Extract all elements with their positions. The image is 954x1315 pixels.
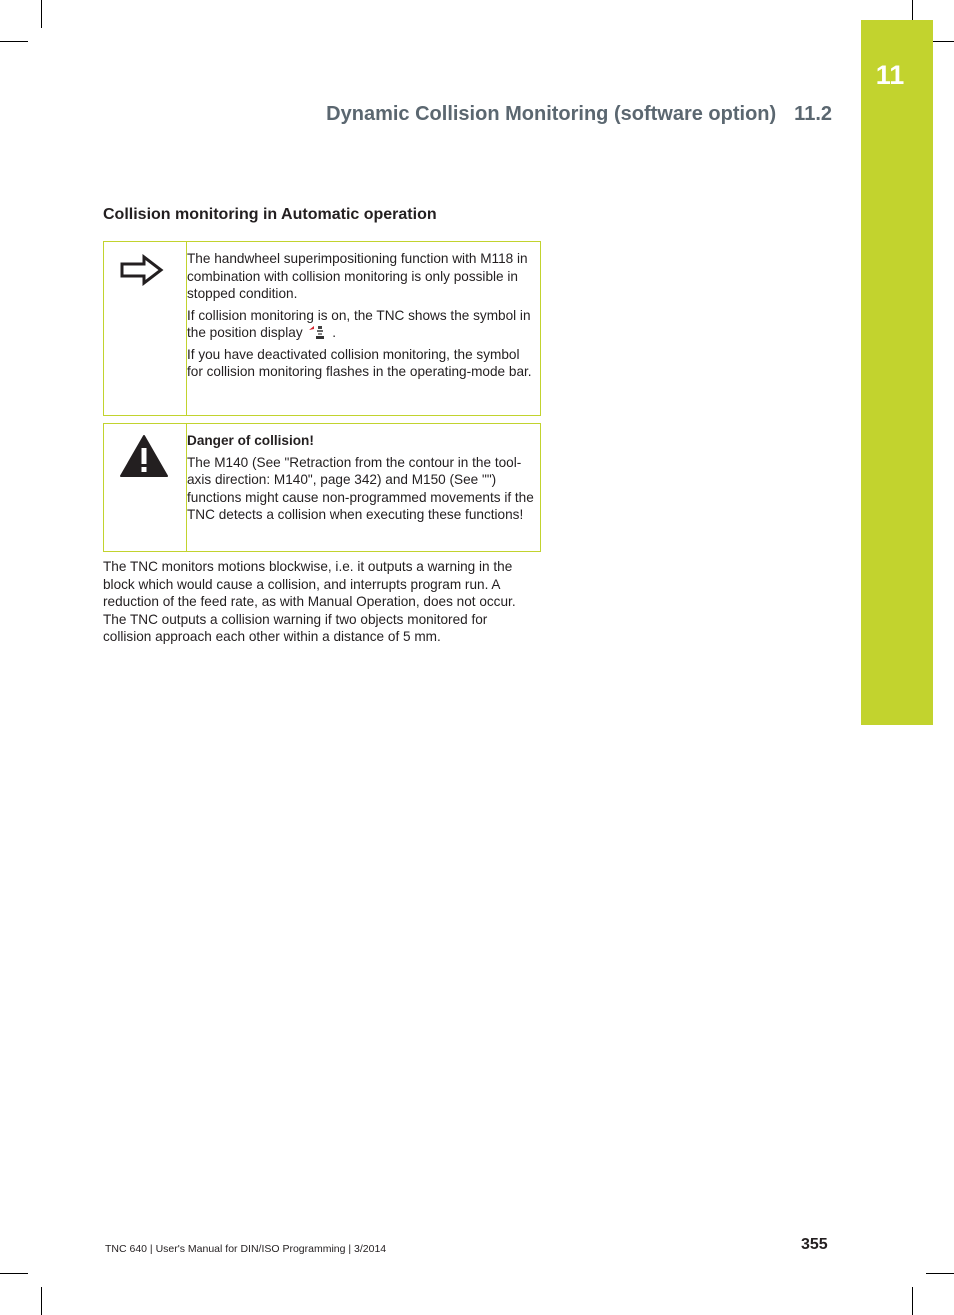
body-paragraph: The TNC monitors motions blockwise, i.e. it outputs a warning in the block which would cause a collision, and interrupts program run. A reduction of the feed rate, as with Manual Operation, does not occur. The TNC outputs a collision warning if two objects monitored for collision approach each other within a distance of 5 mm. xyxy=(103,559,516,644)
crop-mark xyxy=(0,41,28,42)
running-header xyxy=(326,103,832,126)
warning-note-paragraph: The M140 (See "Retraction from the contour in the tool-axis direction: M140", page 342) and M150 (See "") functions might cause non-programmed movements if the TNC detects a collision when executing these functions! xyxy=(187,454,534,522)
crop-mark xyxy=(41,0,42,28)
running-header-title: Dynamic Collision Monitoring (software option) xyxy=(326,103,777,125)
warning-note-title: Danger of collision! xyxy=(187,433,314,448)
crop-mark xyxy=(41,1287,42,1315)
info-note-paragraph-text: If collision monitoring is on, the TNC shows the symbol in the position display xyxy=(187,307,531,340)
collision-monitoring-symbol-icon xyxy=(308,325,326,341)
warning-triangle-icon xyxy=(119,434,169,478)
footer-text: TNC 640 | User's Manual for DIN/ISO Programming | 3/2014 xyxy=(105,1243,387,1255)
note-icon-cell xyxy=(104,424,187,551)
info-note-box xyxy=(103,241,541,416)
page-number: 355 xyxy=(801,1236,828,1253)
warning-note-text xyxy=(187,432,535,528)
info-note-paragraph: If you have deactivated collision monitoring, the symbol for collision monitoring flashes in the operating-mode bar. xyxy=(187,346,532,379)
crop-mark xyxy=(926,1273,954,1274)
section-heading: Collision monitoring in Automatic operation xyxy=(103,206,437,223)
arrow-right-icon xyxy=(119,254,165,286)
running-header-section-number: 11.2 xyxy=(794,103,832,125)
info-note-paragraph: The handwheel superimpositioning function with M118 in combination with collision monitoring is only possible in stopped condition. xyxy=(187,251,528,301)
crop-mark xyxy=(912,1287,913,1315)
chapter-number: 11 xyxy=(875,60,905,90)
info-note-paragraph xyxy=(187,307,535,342)
note-icon-cell xyxy=(104,242,187,415)
info-note-text xyxy=(187,250,535,385)
warning-note-box xyxy=(103,423,541,552)
chapter-tab xyxy=(861,20,933,725)
info-note-paragraph-text: . xyxy=(332,325,336,340)
crop-mark xyxy=(0,1273,28,1274)
